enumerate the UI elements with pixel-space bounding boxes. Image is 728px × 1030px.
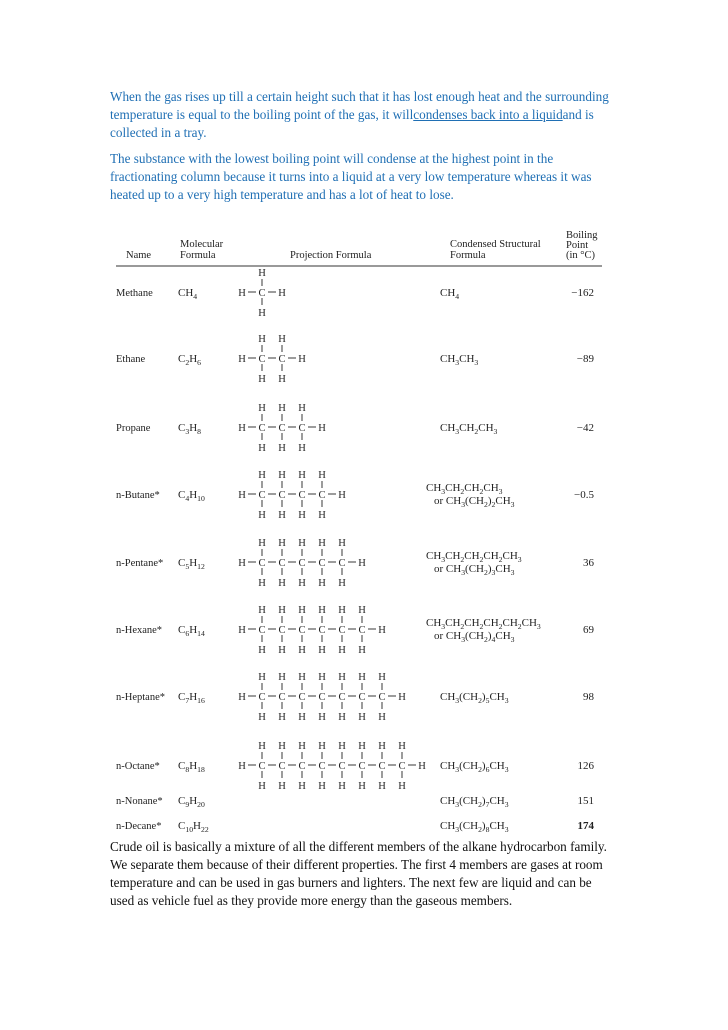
- projection-atom: H: [278, 538, 286, 549]
- projection-atom: H: [298, 672, 306, 683]
- projection-atom: H: [278, 470, 286, 481]
- projection-atom: C: [398, 761, 406, 772]
- projection-atom: C: [358, 761, 366, 772]
- projection-atom: C: [258, 423, 266, 434]
- projection-atom: H: [258, 578, 266, 589]
- projection-atom: H: [378, 741, 386, 752]
- row-condensed-formula: $CH_3CH_2CH_2CH_2CH_2CH_3$: [426, 617, 541, 631]
- row-name: Methane: [116, 288, 153, 299]
- row-condensed-formula-alt: or $CH_3(CH_2)_2CH_3$: [434, 495, 515, 509]
- row-molecular-formula: $C_8H_{18}$: [178, 760, 205, 774]
- projection-atom: H: [298, 538, 306, 549]
- row-condensed-formula: $CH_4$: [440, 287, 460, 301]
- projection-atom: C: [318, 490, 326, 501]
- projection-atom: H: [258, 374, 266, 385]
- projection-atom: H: [238, 354, 246, 365]
- row-name: Propane: [116, 423, 151, 434]
- projection-atom: H: [258, 741, 266, 752]
- row-condensed-formula-alt: or $CH_3(CH_2)_3CH_3$: [434, 563, 515, 577]
- table-row: [116, 605, 595, 656]
- projection-atom: H: [278, 374, 286, 385]
- table-row: [116, 403, 594, 454]
- header-molecular: Molecular: [180, 239, 224, 250]
- projection-atom: H: [258, 334, 266, 345]
- row-condensed-formula: $CH_3(CH_2)_6CH_3$: [440, 760, 509, 774]
- projection-atom: H: [338, 741, 346, 752]
- projection-atom: H: [298, 470, 306, 481]
- row-boiling-point: 151: [577, 795, 594, 807]
- header-name: Name: [126, 250, 152, 261]
- projection-atom: C: [298, 558, 306, 569]
- row-molecular-formula: $C_4H_{10}$: [178, 489, 205, 503]
- projection-atom: H: [238, 558, 246, 569]
- projection-atom: C: [318, 558, 326, 569]
- row-boiling-point: 98: [583, 691, 594, 703]
- projection-atom: C: [258, 692, 266, 703]
- header-condensed: Condensed Structural: [450, 239, 541, 250]
- row-name: n-Octane*: [116, 761, 160, 772]
- projection-atom: H: [258, 605, 266, 616]
- row-name: n-Hexane*: [116, 625, 163, 636]
- projection-atom: C: [378, 761, 386, 772]
- projection-atom: H: [278, 334, 286, 345]
- row-boiling-point: −162: [571, 287, 594, 299]
- projection-atom: H: [238, 625, 246, 636]
- paragraph-lowest-boiling-point: The substance with the lowest boiling point will condense at the highest point in the fractionating column because it turns into a liquid at a very low temperature whereas it was heated up to a very high temperature and has a lot of heat to lose.: [110, 151, 592, 202]
- projection-atom: H: [318, 645, 326, 656]
- projection-atom: H: [238, 288, 246, 299]
- projection-atom: C: [358, 692, 366, 703]
- projection-atom: H: [318, 781, 326, 792]
- projection-atom: H: [378, 625, 386, 636]
- row-name: n-Heptane*: [116, 692, 165, 703]
- row-molecular-formula: $C_5H_{12}$: [178, 557, 205, 571]
- paragraph-crude-oil: Crude oil is basically a mixture of all the different members of the alkane hydrocarbon family. We separate them because of their different properties. The first 4 members are gases at room temperature and can be used in gas burners and lighters. The next few are liquid and can be used as vehicle fuel as they provide more energy than the gaseous members.: [110, 839, 607, 908]
- projection-formula: [238, 334, 306, 385]
- projection-formula: [238, 538, 366, 589]
- underlined-phrase: condenses back into a liquid: [413, 107, 563, 122]
- projection-atom: H: [258, 308, 266, 319]
- projection-atom: H: [358, 712, 366, 723]
- projection-atom: H: [258, 538, 266, 549]
- projection-atom: C: [258, 288, 266, 299]
- projection-atom: H: [298, 403, 306, 414]
- projection-atom: H: [378, 672, 386, 683]
- alkane-table: [108, 222, 608, 838]
- row-condensed-formula: $CH_3CH_2CH_2CH_2CH_3$: [426, 550, 522, 564]
- projection-atom: H: [298, 781, 306, 792]
- table-row: [116, 538, 595, 589]
- projection-atom: H: [298, 578, 306, 589]
- projection-atom: H: [298, 510, 306, 521]
- row-molecular-formula: $C_2H_6$: [178, 353, 201, 367]
- projection-atom: H: [338, 490, 346, 501]
- projection-atom: H: [238, 490, 246, 501]
- paragraph-condensation: [110, 88, 610, 142]
- projection-atom: H: [338, 672, 346, 683]
- row-molecular-formula: $C_9H_{20}$: [178, 795, 205, 809]
- table-rows: [116, 268, 595, 834]
- projection-atom: H: [358, 645, 366, 656]
- projection-atom: C: [258, 761, 266, 772]
- projection-atom: H: [278, 672, 286, 683]
- projection-atom: H: [338, 538, 346, 549]
- row-name: n-Pentane*: [116, 558, 164, 569]
- projection-atom: H: [318, 605, 326, 616]
- projection-atom: C: [298, 423, 306, 434]
- row-boiling-point: −89: [576, 353, 594, 365]
- projection-atom: H: [278, 403, 286, 414]
- header-condensed-formula: Formula: [450, 250, 486, 261]
- projection-atom: H: [398, 781, 406, 792]
- projection-atom: C: [258, 354, 266, 365]
- projection-atom: H: [418, 761, 426, 772]
- projection-atom: H: [338, 578, 346, 589]
- projection-atom: H: [298, 443, 306, 454]
- projection-atom: H: [278, 288, 286, 299]
- projection-atom: H: [338, 781, 346, 792]
- row-molecular-formula: $C_6H_{14}$: [178, 624, 205, 638]
- projection-atom: H: [378, 712, 386, 723]
- projection-atom: C: [298, 490, 306, 501]
- projection-atom: H: [258, 470, 266, 481]
- row-name: n-Nonane*: [116, 796, 163, 807]
- header-projection: Projection Formula: [290, 250, 372, 261]
- projection-atom: H: [318, 538, 326, 549]
- projection-atom: H: [258, 712, 266, 723]
- projection-atom: C: [318, 692, 326, 703]
- row-molecular-formula: $C_3H_8$: [178, 422, 201, 436]
- projection-atom: H: [278, 605, 286, 616]
- projection-atom: C: [278, 558, 286, 569]
- projection-atom: C: [338, 625, 346, 636]
- projection-atom: C: [258, 558, 266, 569]
- row-boiling-point: −42: [576, 422, 594, 434]
- projection-atom: H: [338, 645, 346, 656]
- row-boiling-point: −0.5: [574, 489, 594, 501]
- projection-atom: H: [318, 578, 326, 589]
- projection-formula: [238, 741, 426, 792]
- row-molecular-formula: $C_{10}H_{22}$: [178, 820, 209, 834]
- projection-atom: H: [278, 645, 286, 656]
- projection-atom: H: [238, 761, 246, 772]
- projection-atom: H: [238, 692, 246, 703]
- projection-atom: H: [258, 268, 266, 279]
- projection-atom: H: [358, 605, 366, 616]
- projection-atom: H: [258, 672, 266, 683]
- projection-formula: [238, 605, 386, 656]
- projection-atom: H: [318, 672, 326, 683]
- projection-atom: C: [278, 423, 286, 434]
- projection-atom: C: [278, 761, 286, 772]
- projection-formula: [238, 268, 286, 319]
- projection-atom: C: [258, 625, 266, 636]
- table-row: [116, 795, 594, 809]
- projection-atom: H: [278, 510, 286, 521]
- projection-formula: [238, 672, 406, 723]
- row-boiling-point: 174: [577, 820, 594, 832]
- projection-atom: H: [318, 510, 326, 521]
- projection-atom: C: [298, 692, 306, 703]
- row-molecular-formula: $CH_4$: [178, 287, 198, 301]
- row-molecular-formula: $C_7H_{16}$: [178, 691, 205, 705]
- header-molecular-formula: Formula: [180, 250, 216, 261]
- table-row: [116, 741, 595, 792]
- projection-atom: H: [358, 672, 366, 683]
- row-boiling-point: 36: [583, 557, 594, 569]
- row-name: n-Butane*: [116, 490, 160, 501]
- header-boiling-point: Point: [566, 240, 589, 251]
- row-boiling-point: 69: [583, 624, 594, 636]
- table-row: [116, 672, 595, 723]
- projection-atom: C: [298, 761, 306, 772]
- projection-atom: H: [338, 605, 346, 616]
- projection-atom: H: [358, 741, 366, 752]
- row-condensed-formula-alt: or $CH_3(CH_2)_4CH_3$: [434, 630, 515, 644]
- table-row: [116, 268, 594, 319]
- projection-atom: H: [358, 781, 366, 792]
- header-boiling-unit: (in °C): [566, 250, 595, 261]
- row-condensed-formula: $CH_3(CH_2)_5CH_3$: [440, 691, 509, 705]
- projection-atom: H: [258, 443, 266, 454]
- projection-atom: H: [318, 741, 326, 752]
- row-condensed-formula: $CH_3CH_2CH_2CH_3$: [426, 482, 503, 496]
- row-condensed-formula: $CH_3(CH_2)_8CH_3$: [440, 820, 509, 834]
- paragraph-text: and is collected in a tray.: [110, 107, 594, 140]
- projection-atom: H: [338, 712, 346, 723]
- row-condensed-formula: $CH_3CH_2CH_3$: [440, 422, 498, 436]
- projection-atom: H: [258, 510, 266, 521]
- row-boiling-point: 126: [577, 760, 594, 772]
- projection-atom: H: [278, 578, 286, 589]
- row-name: Ethane: [116, 354, 146, 365]
- projection-atom: C: [278, 354, 286, 365]
- projection-atom: H: [258, 645, 266, 656]
- alkane-table-figure: [108, 222, 608, 838]
- projection-atom: H: [378, 781, 386, 792]
- projection-atom: H: [298, 645, 306, 656]
- projection-atom: C: [258, 490, 266, 501]
- projection-atom: H: [258, 781, 266, 792]
- projection-atom: H: [278, 712, 286, 723]
- projection-atom: H: [318, 423, 326, 434]
- projection-atom: H: [318, 470, 326, 481]
- table-row: [116, 820, 595, 834]
- header-boiling: Boiling: [566, 230, 598, 241]
- projection-atom: C: [338, 761, 346, 772]
- row-name: n-Decane*: [116, 821, 162, 832]
- projection-atom: H: [398, 692, 406, 703]
- projection-atom: C: [378, 692, 386, 703]
- projection-atom: H: [398, 741, 406, 752]
- projection-atom: C: [278, 625, 286, 636]
- projection-atom: H: [298, 354, 306, 365]
- projection-atom: C: [278, 490, 286, 501]
- projection-atom: H: [358, 558, 366, 569]
- table-row: [116, 470, 594, 521]
- projection-atom: H: [278, 741, 286, 752]
- projection-atom: C: [338, 558, 346, 569]
- projection-atom: H: [298, 712, 306, 723]
- projection-atom: C: [318, 625, 326, 636]
- projection-formula: [238, 403, 326, 454]
- paragraph-text: When the gas rises up till a certain height such that it has lost enough heat and the surrounding temperature is equal to the boiling point of the gas, it will: [110, 89, 609, 122]
- projection-atom: C: [338, 692, 346, 703]
- projection-atom: H: [318, 712, 326, 723]
- table-row: [116, 334, 594, 385]
- projection-atom: H: [278, 443, 286, 454]
- projection-atom: H: [238, 423, 246, 434]
- projection-atom: H: [278, 781, 286, 792]
- projection-formula: [238, 470, 346, 521]
- projection-atom: H: [298, 741, 306, 752]
- projection-atom: H: [298, 605, 306, 616]
- projection-atom: C: [318, 761, 326, 772]
- projection-atom: H: [258, 403, 266, 414]
- row-condensed-formula: $CH_3(CH_2)_7CH_3$: [440, 795, 509, 809]
- row-condensed-formula: $CH_3CH_3$: [440, 353, 479, 367]
- projection-atom: C: [358, 625, 366, 636]
- projection-atom: C: [278, 692, 286, 703]
- projection-atom: C: [298, 625, 306, 636]
